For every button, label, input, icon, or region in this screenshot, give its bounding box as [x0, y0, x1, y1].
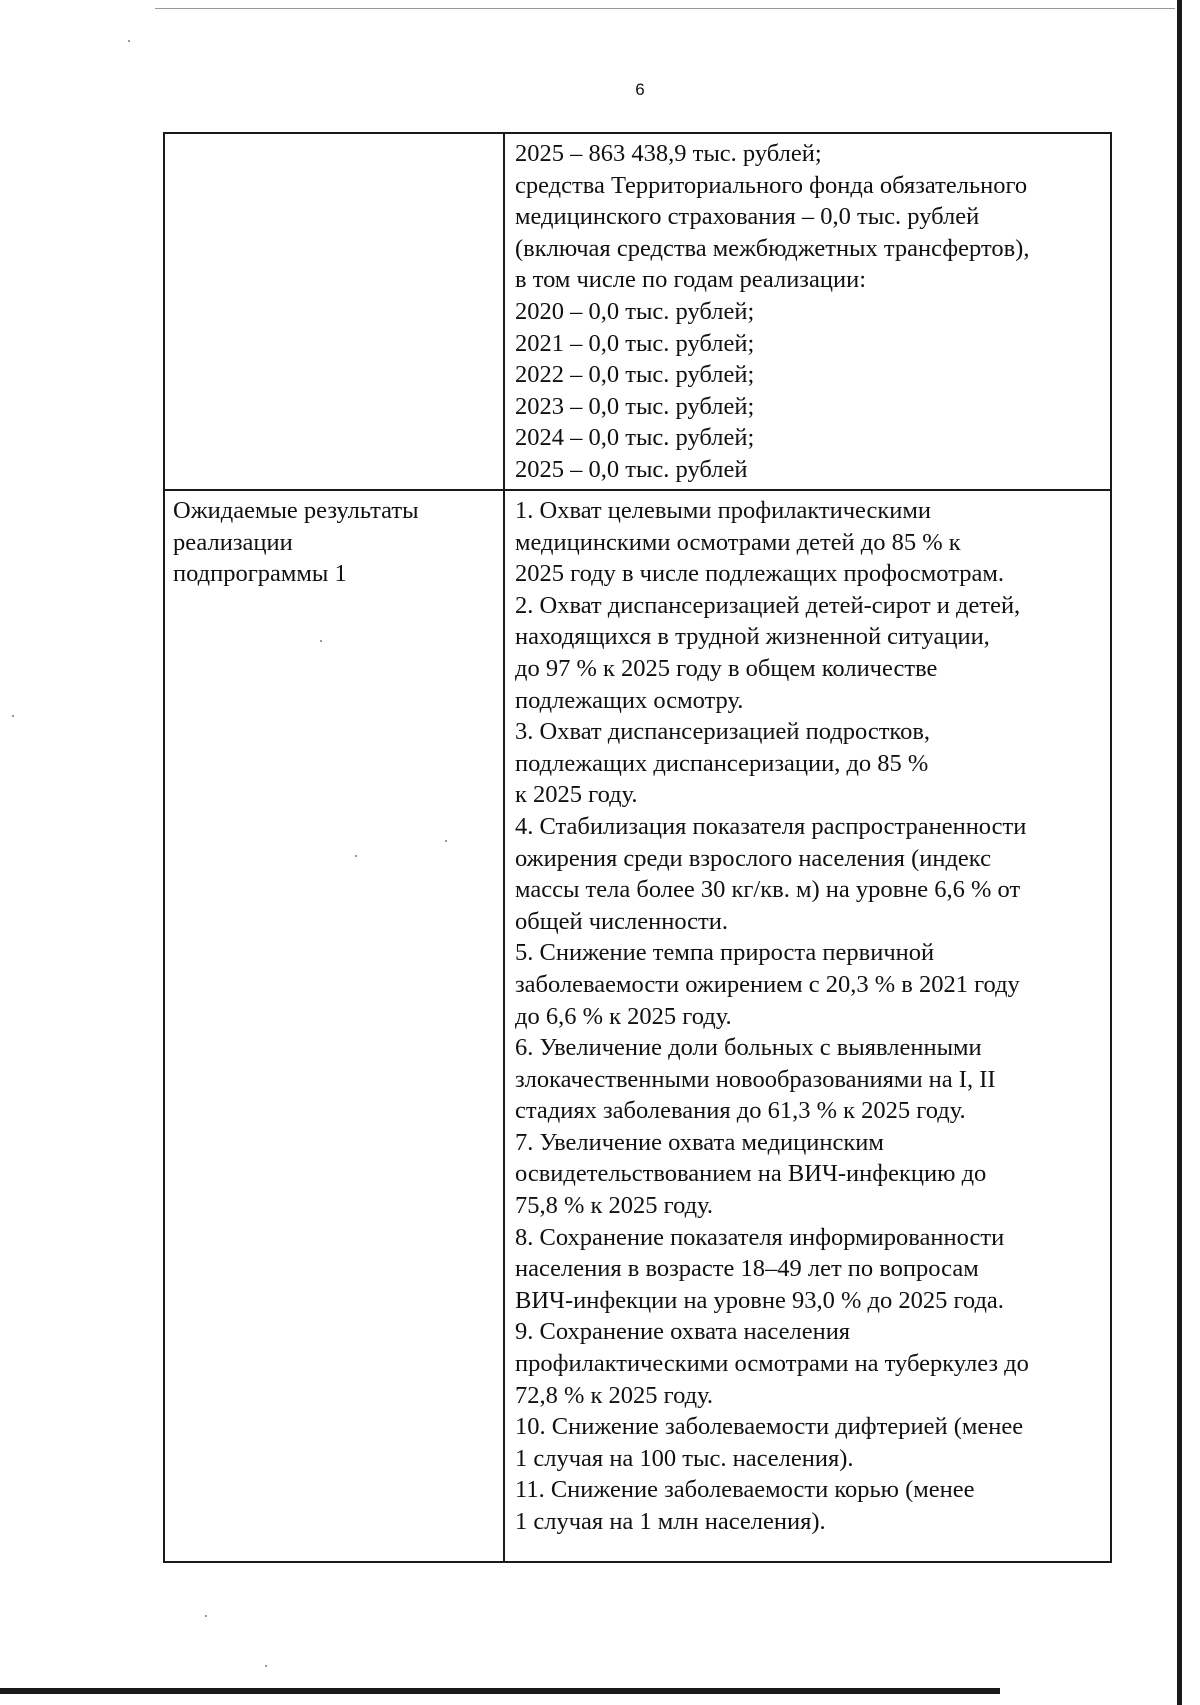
text-line: 2022 – 0,0 тыс. рублей;	[515, 361, 755, 389]
text-line: профилактическими осмотрами на туберкулез до	[515, 1350, 1029, 1378]
text-line: 1 случая на 1 млн населения).	[515, 1508, 826, 1535]
text-line: 5. Снижение темпа прироста первичной	[515, 939, 935, 967]
text-line: населения в возрасте 18–49 лет по вопросам	[515, 1255, 979, 1283]
text-line: подпрограммы 1	[173, 560, 347, 588]
scan-edge-bottom	[0, 1688, 1000, 1694]
text-line: ВИЧ-инфекции на уровне 93,0 % до 2025 года.	[515, 1286, 1004, 1314]
text-line: медицинского страхования – 0,0 тыс. рублей	[515, 203, 980, 231]
row-label-cell	[164, 133, 504, 490]
text-line: 11. Снижение заболеваемости корью (менее	[515, 1476, 975, 1504]
text-line: 7. Увеличение охвата медицинским	[515, 1128, 884, 1156]
text-line: 2. Охват диспансеризацией детей-сирот и детей,	[515, 591, 1021, 619]
text-line: до 97 % к 2025 году в общем количестве	[515, 654, 938, 682]
text-line: ожирения среди взрослого населения (индекс	[515, 844, 991, 872]
scan-edge-right	[1177, 0, 1182, 1705]
text-line: 2025 году в числе подлежащих профосмотрам.	[515, 560, 1004, 588]
scan-speck	[265, 1665, 267, 1667]
text-line: подлежащих осмотру.	[515, 686, 744, 714]
text-line: 10. Снижение заболеваемости дифтерией (менее	[515, 1413, 1024, 1441]
scan-speck	[355, 855, 357, 857]
scan-speck	[445, 840, 447, 842]
text-line: 75,8 % к 2025 году.	[515, 1192, 714, 1220]
text-line: к 2025 году.	[515, 781, 638, 809]
text-line: общей численности.	[515, 907, 728, 935]
text-line: 3. Охват диспансеризацией подростков,	[515, 718, 931, 746]
scan-speck	[320, 640, 322, 642]
text-line: (включая средства межбюджетных трансфертов),	[515, 234, 1030, 262]
text-line: 4. Стабилизация показателя распространенности	[515, 812, 1027, 840]
scan-speck	[12, 715, 14, 717]
text-line: освидетельствованием на ВИЧ-инфекцию до	[515, 1160, 987, 1188]
scan-speck	[205, 1615, 207, 1617]
text-line: находящихся в трудной жизненной ситуации,	[515, 623, 990, 651]
text-line: заболеваемости ожирением с 20,3 % в 2021 году	[515, 970, 1020, 998]
text-line: Ожидаемые результаты	[173, 497, 419, 524]
text-line: массы тела более 30 кг/кв. м) на уровне 6,6 % от	[515, 876, 1021, 904]
text-line: 2023 – 0,0 тыс. рублей;	[515, 392, 755, 420]
subprogram-passport-table	[163, 132, 1112, 1563]
scan-edge-top	[155, 8, 1175, 9]
page-number: 6	[635, 80, 645, 99]
text-line: 1 случая на 100 тыс. населения).	[515, 1444, 854, 1472]
text-line: средства Территориального фонда обязательного	[515, 171, 1028, 199]
text-line: стадиях заболевания до 61,3 % к 2025 году.	[515, 1097, 966, 1125]
table-row-expected-results	[164, 490, 1111, 1562]
text-line: реализации	[173, 528, 293, 556]
text-line: 2020 – 0,0 тыс. рублей;	[515, 297, 755, 325]
text-line: в том числе по годам реализации:	[515, 266, 867, 294]
text-line: медицинскими осмотрами детей до 85 % к	[515, 528, 961, 556]
text-line: 2024 – 0,0 тыс. рублей;	[515, 424, 755, 452]
row-content-cell	[504, 490, 1111, 1562]
text-line: 2025 – 863 438,9 тыс. рублей;	[515, 140, 822, 167]
text-line: 9. Сохранение охвата населения	[515, 1318, 851, 1346]
text-line: до 6,6 % к 2025 году.	[515, 1002, 732, 1030]
row-content-cell	[504, 133, 1111, 490]
text-line: 1. Охват целевыми профилактическими	[515, 497, 932, 524]
text-line: злокачественными новообразованиями на I, II	[515, 1065, 996, 1093]
text-line: 2025 – 0,0 тыс. рублей	[515, 455, 748, 483]
text-line: 72,8 % к 2025 году.	[515, 1381, 714, 1409]
table-row-financing	[164, 133, 1111, 490]
text-line: 2021 – 0,0 тыс. рублей;	[515, 329, 755, 357]
text-line: 6. Увеличение доли больных с выявленными	[515, 1034, 982, 1062]
text-line: 8. Сохранение показателя информированности	[515, 1223, 1005, 1251]
scan-speck	[128, 40, 130, 42]
row-label-cell	[164, 490, 504, 1562]
text-line: подлежащих диспансеризации, до 85 %	[515, 749, 929, 777]
